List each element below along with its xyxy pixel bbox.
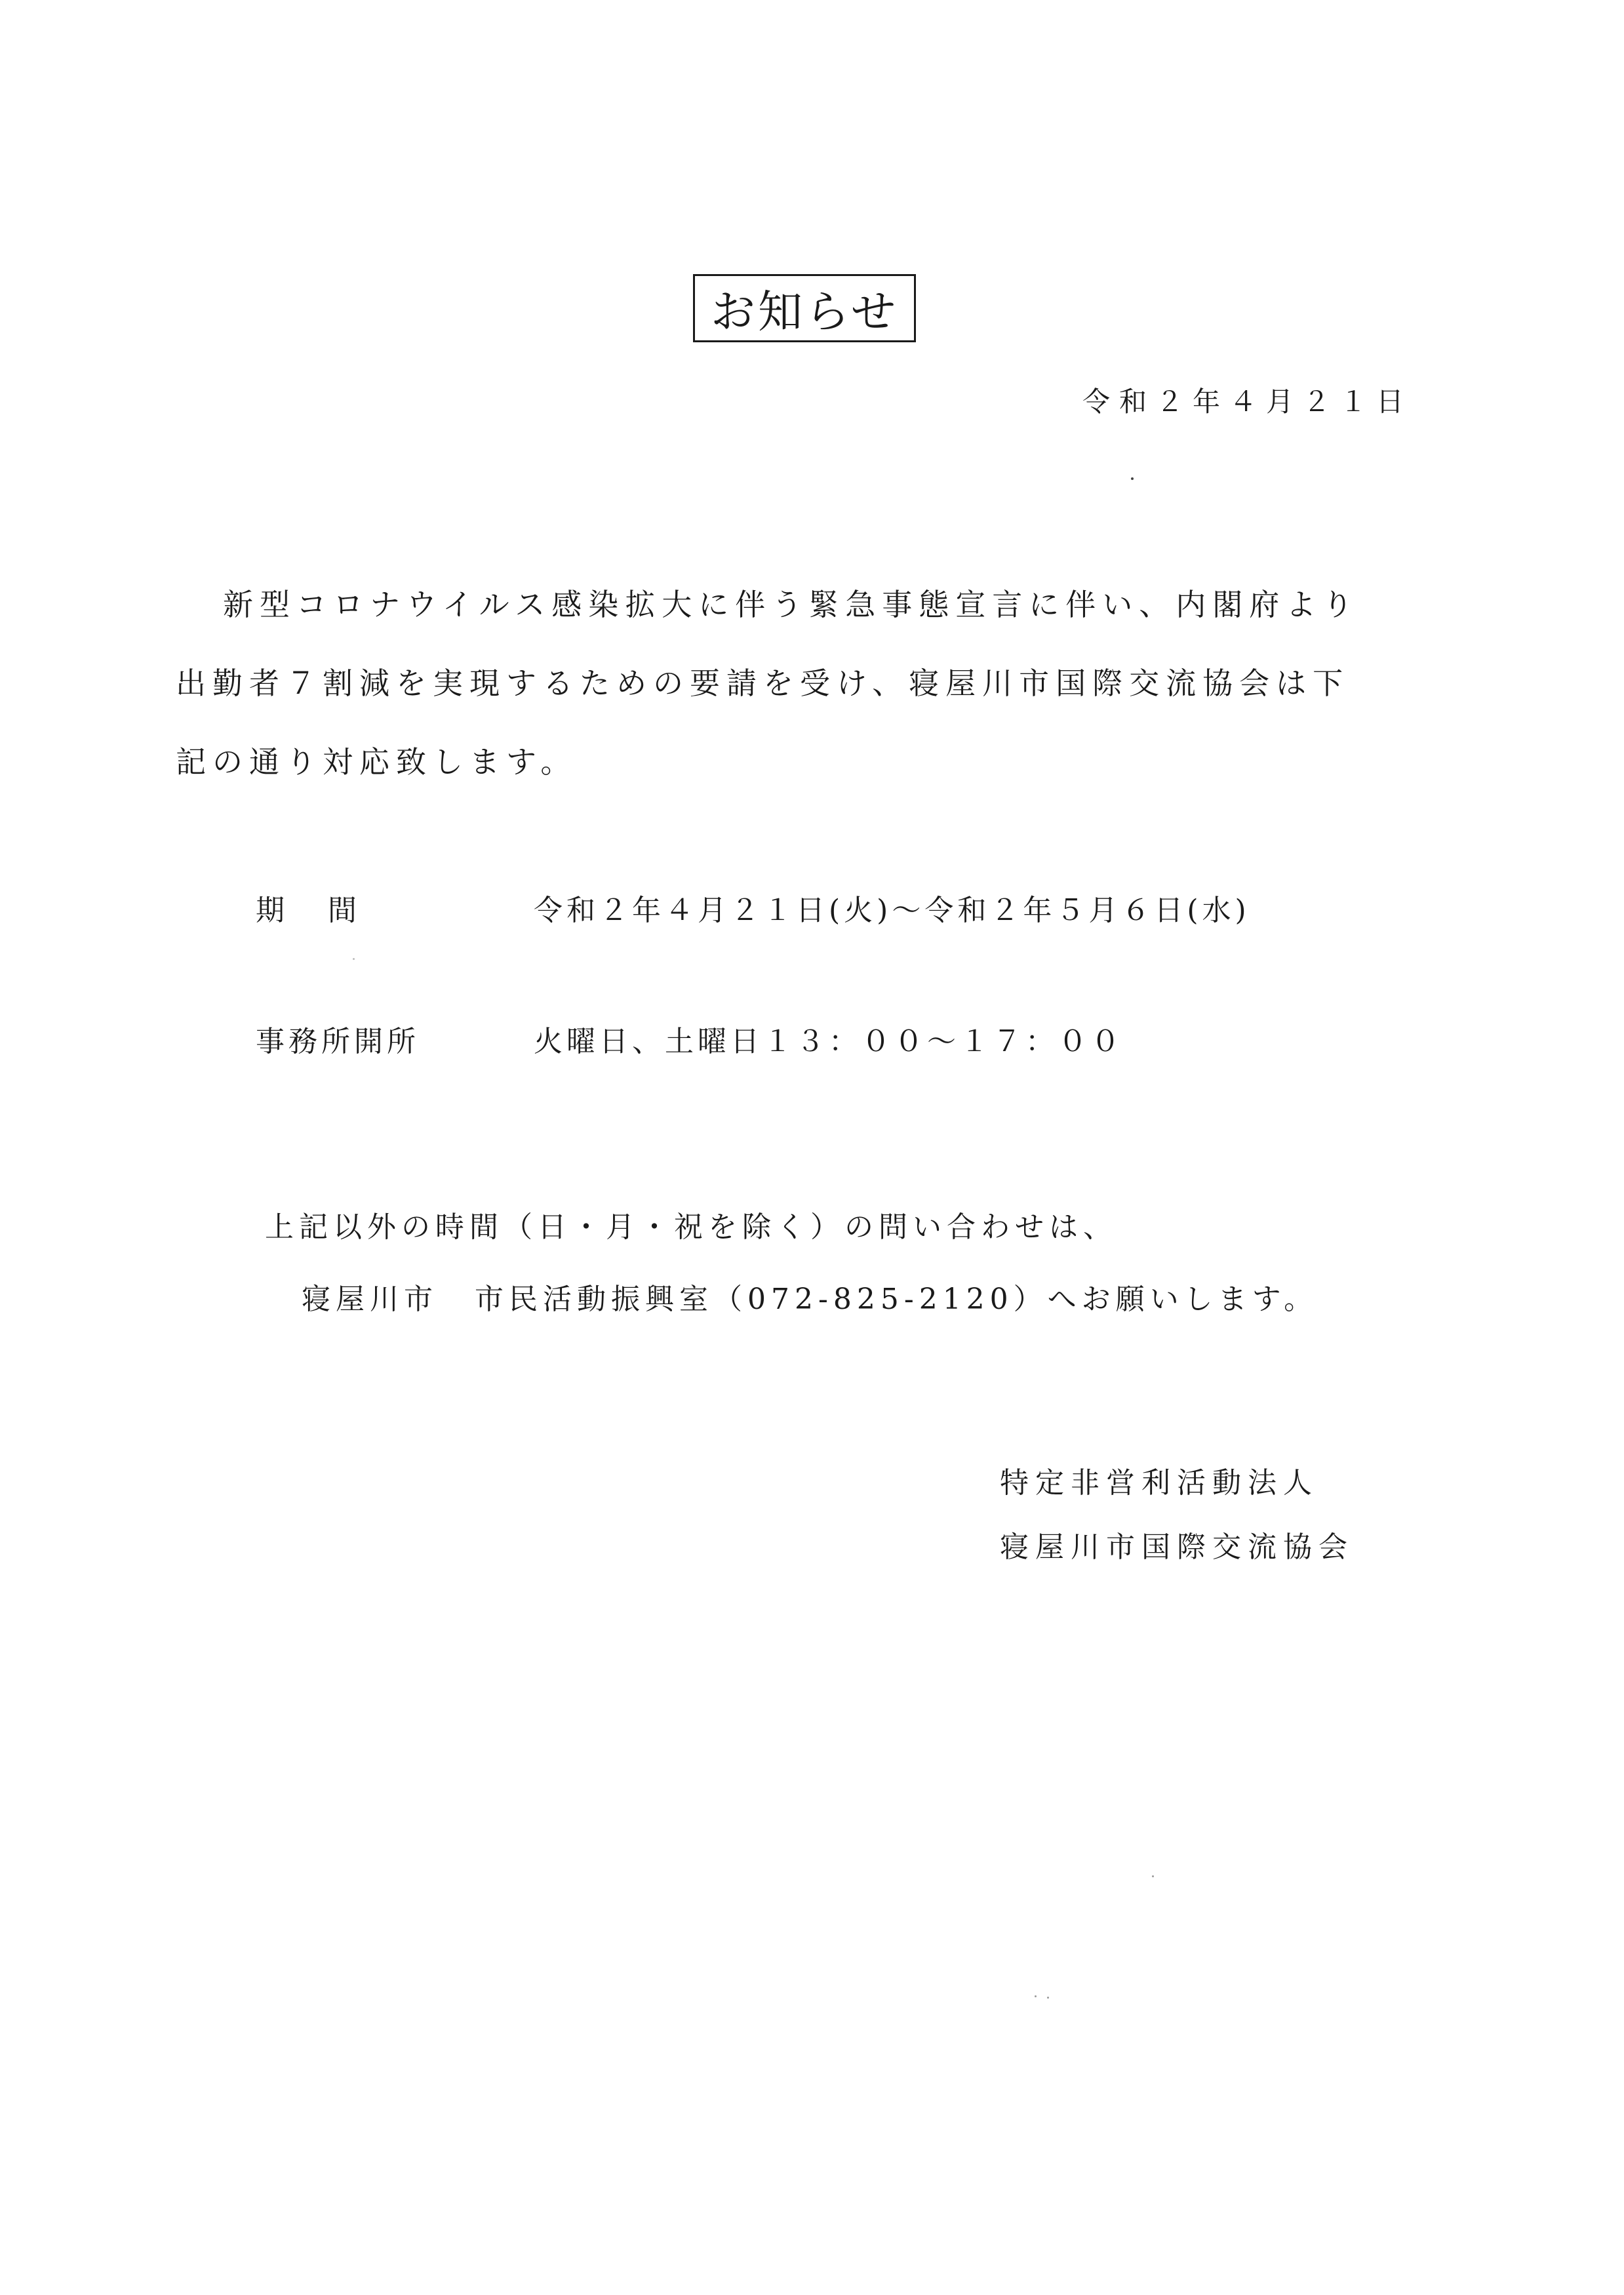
period-row bbox=[256, 887, 1250, 928]
scan-speck bbox=[1047, 1997, 1049, 1999]
notice-title: お知らせ bbox=[693, 274, 916, 342]
body-line: 新型コロナウイルス感染拡大に伴う緊急事態宣言に伴い、内閣府より bbox=[223, 587, 1360, 622]
contact-city: 寝屋川市 bbox=[302, 1283, 438, 1316]
body-line: 出勤者７割減を実現するための要請を受け、寝屋川市国際交流協会は下 bbox=[176, 666, 1350, 701]
office-hours-row bbox=[256, 1018, 1124, 1060]
period-label: 期間 bbox=[256, 894, 400, 927]
scan-speck bbox=[353, 958, 355, 960]
signature-org-type: 特定非営利活動法人 bbox=[1000, 1466, 1318, 1500]
body-line: 記の通り対応致します。 bbox=[176, 744, 578, 780]
office-hours-label: 事務所開所 bbox=[256, 1025, 420, 1058]
scan-speck bbox=[1152, 1875, 1154, 1877]
contact-office: 市民活動振興室（072-825-2120）へお願いします。 bbox=[475, 1283, 1318, 1316]
period-value: 令和２年４月２１日(火)～令和２年５月６日(水) bbox=[534, 894, 1250, 927]
scan-speck bbox=[1131, 477, 1134, 480]
contact-intro: 上記以外の時間（日・月・祝を除く）の問い合わせは、 bbox=[265, 1210, 1117, 1244]
scan-speck bbox=[1035, 1995, 1037, 1997]
signature-org-name: 寝屋川市国際交流協会 bbox=[1000, 1530, 1354, 1564]
notice-body bbox=[176, 565, 1421, 801]
notice-date: 令和２年４月２１日 bbox=[1082, 386, 1413, 418]
office-hours-value: 火曜日、土曜日１３：００～１７：００ bbox=[534, 1025, 1124, 1058]
contact-detail bbox=[302, 1275, 1318, 1317]
